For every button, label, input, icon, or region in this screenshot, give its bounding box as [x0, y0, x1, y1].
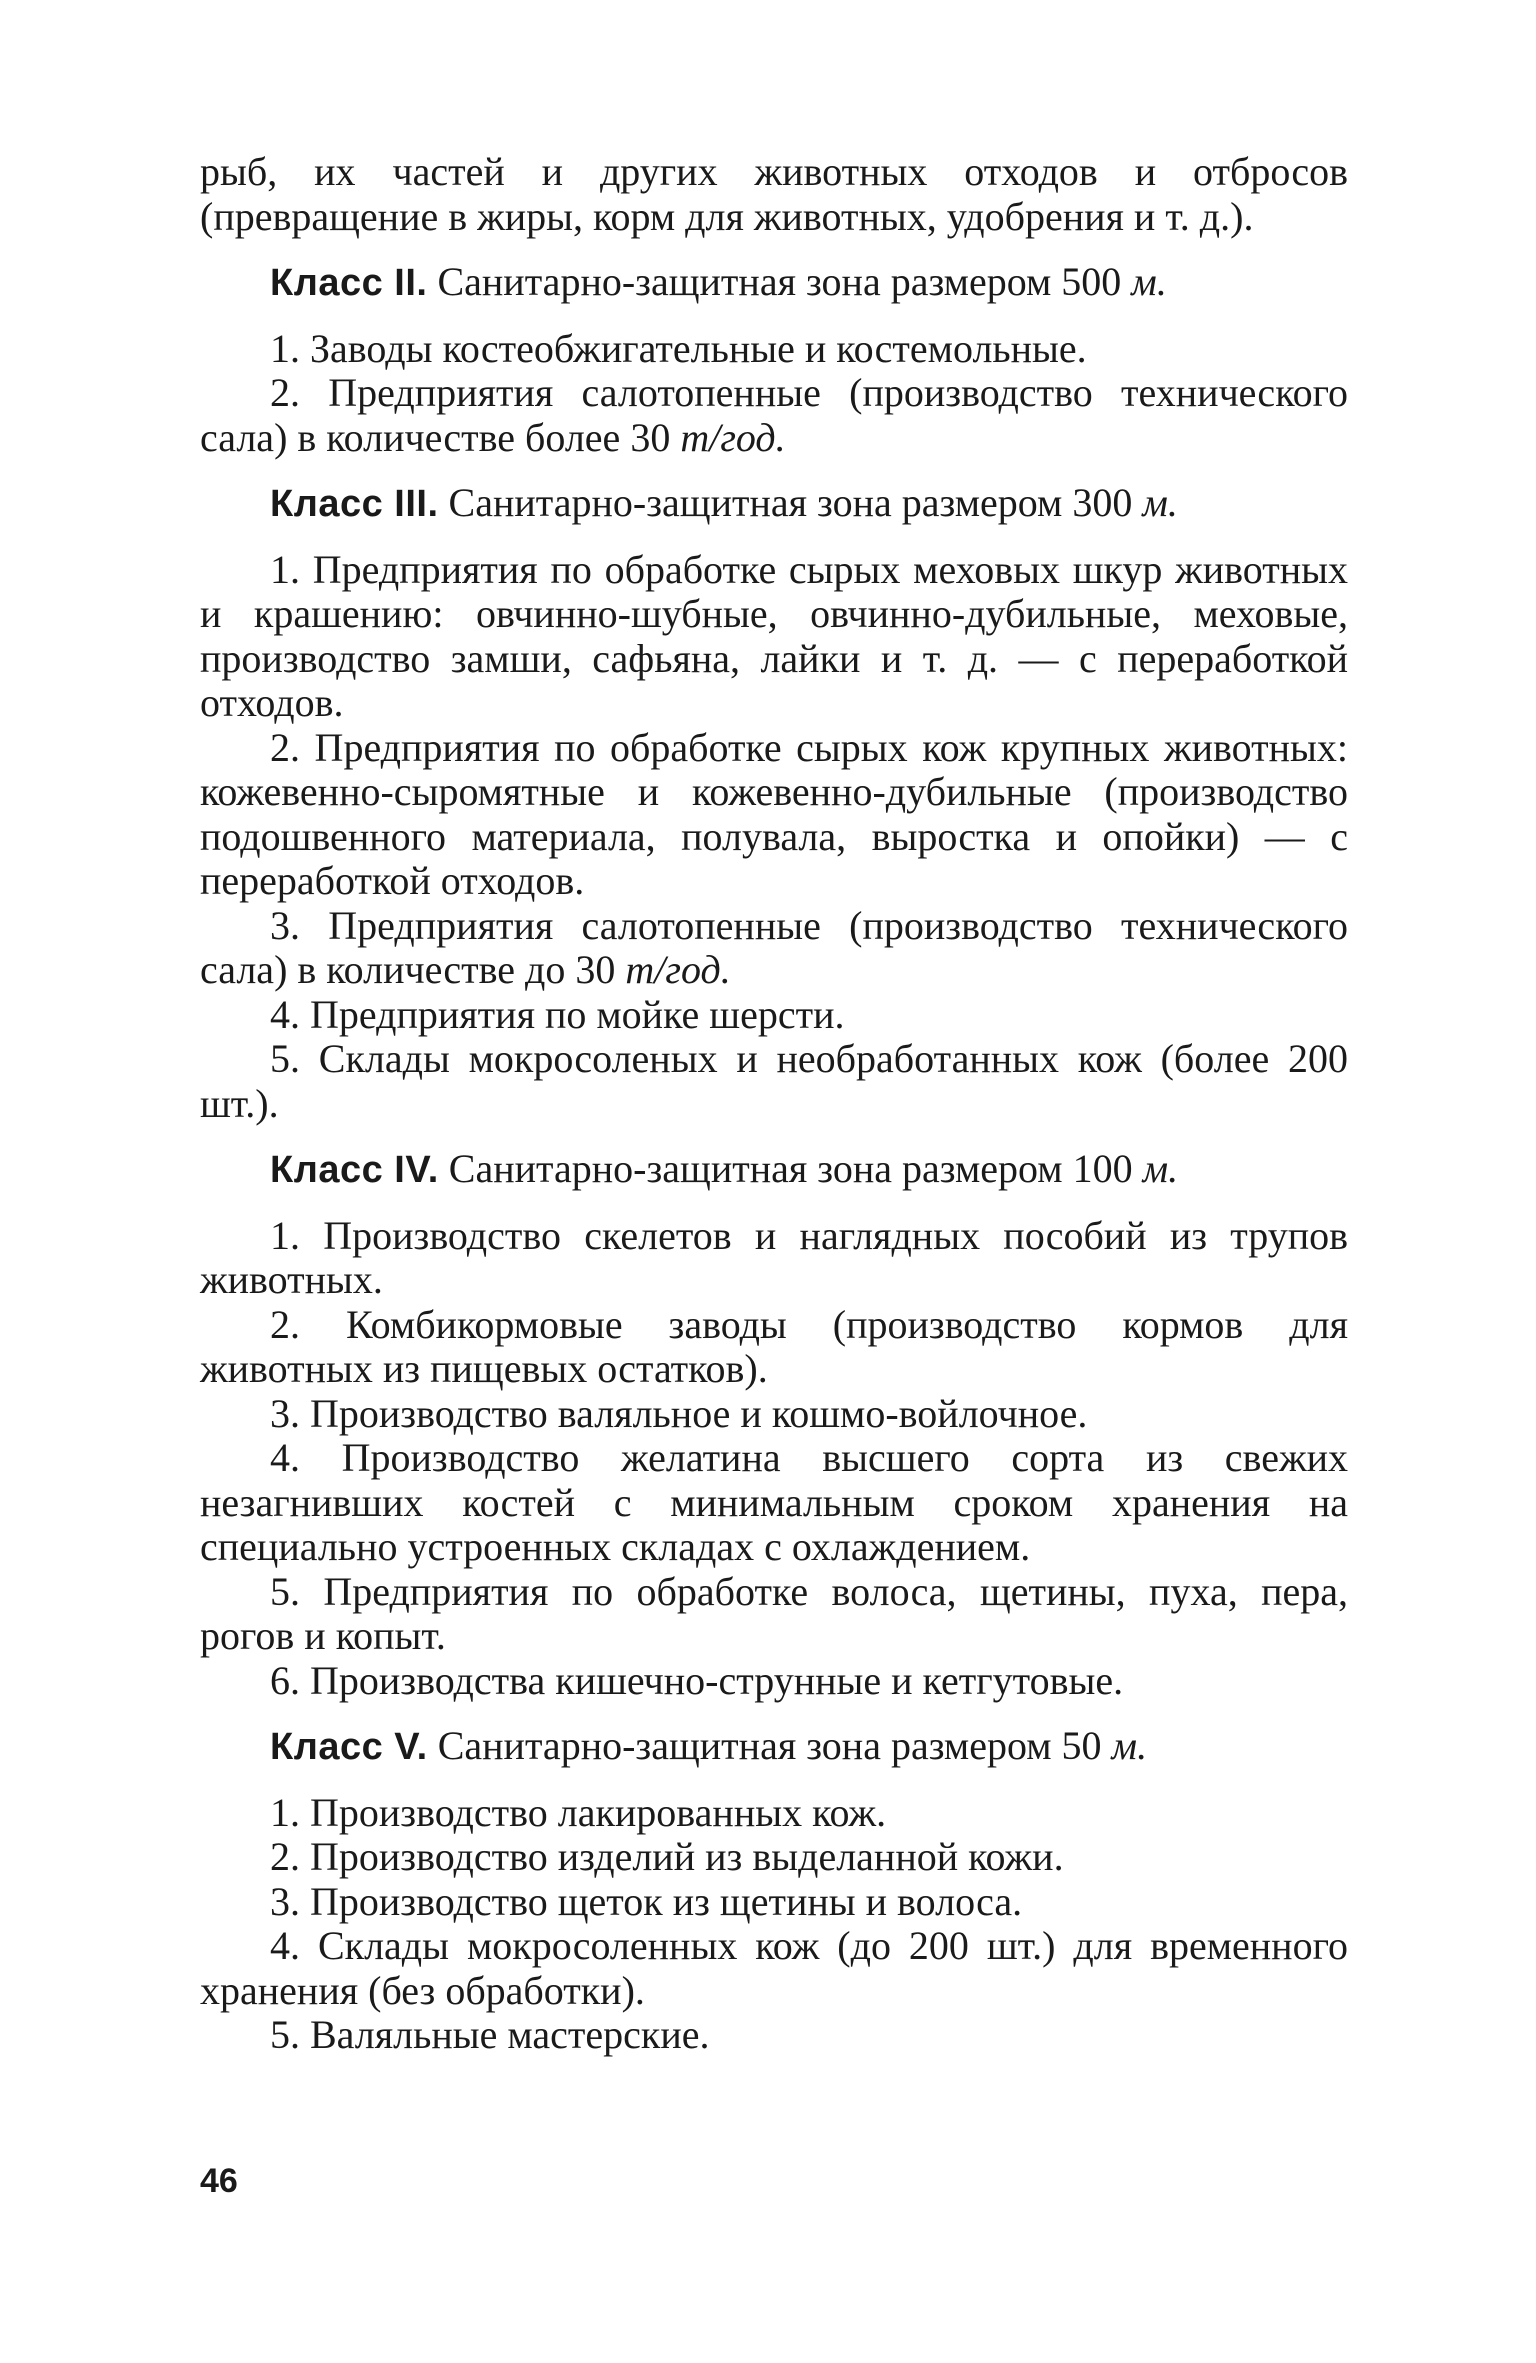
class-4-item-4: 4. Производство желатина высшего сорта из свежих незагнивших костей с минимальным сроком хранения на специально устроенных складах с охлаждением.	[200, 1435, 1348, 1569]
class-4-label: Класс IV.	[270, 1149, 439, 1191]
class-5-heading	[200, 1724, 1348, 1770]
class-3-item-1: 1. Предприятия по обработке сырых меховых шкур животных и крашению: овчинно-шубные, овчинно-дубильные, меховые, производство замши, сафьяна, лайки и т. д. — с переработкой отходов.	[200, 546, 1348, 725]
class-4-item-1: 1. Производство скелетов и наглядных пособий из трупов животных.	[200, 1212, 1348, 1302]
class-2-label: Класс II.	[270, 262, 428, 304]
class-4-item-2: 2. Комбикормовые заводы (производство кормов для животных из пищевых остатков).	[200, 1301, 1348, 1391]
class-3-unit: м.	[1142, 480, 1178, 525]
class-5-item-2: 2. Производство изделий из выделанной кожи.	[270, 1834, 1064, 1879]
class-4-item-3: 3. Производство валяльное и кошмо-войлочное.	[270, 1390, 1088, 1436]
class-3-item-4: 4. Предприятия по мойке шерсти.	[270, 991, 845, 1037]
page-number: 46	[200, 2162, 238, 2200]
class-3-item-5: 5. Склады мокросоленых и необработанных кож (более 200 шт.).	[200, 1036, 1348, 1126]
class-3-label: Класс III.	[270, 483, 439, 525]
class-3-item-3-unit: т/год.	[625, 947, 731, 992]
class-2-text: Санитарно-защитная зона размером 500	[427, 259, 1132, 304]
class-4-text: Санитарно-защитная зона размером 100	[438, 1146, 1143, 1191]
class-5-item-1: 1. Производство лакированных кож.	[270, 1789, 887, 1835]
class-5-item-4: 4. Склады мокросоленных кож (до 200 шт.) для временного хранения (без обработки).	[200, 1923, 1348, 2013]
class-5-item-3: 3. Производство щеток из щетины и волоса.	[270, 1878, 1023, 1924]
class-4-unit: м.	[1142, 1146, 1179, 1191]
class-4-item-5: 5. Предприятия по обработке волоса, щетины, пуха, пера, рогов и копыт.	[200, 1568, 1348, 1658]
class-4-heading	[200, 1147, 1348, 1193]
page-body	[200, 150, 1348, 2058]
class-2-heading	[200, 260, 1348, 306]
intro-paragraph: рыб, их частей и других животных отходов и отбросов (превращение в жиры, корм для животных, удобрения и т. д.).	[200, 149, 1348, 239]
class-3-item-2: 2. Предприятия по обработке сырых кож крупных животных: кожевенно-сыромятные и кожевенно-дубильные (производство подошвенного материала, полувала, выростка и опойки) — с переработкой отходов.	[200, 724, 1348, 903]
class-2-unit: м.	[1131, 259, 1167, 304]
class-4-item-6: 6. Производства кишечно-струнные и кетгутовые.	[270, 1657, 1124, 1703]
class-2-item-2-text: 2. Предприятия салотопенные (производство технического сала) в количестве более 30	[200, 370, 1348, 460]
class-3-text: Санитарно-защитная зона размером 300	[438, 480, 1143, 525]
class-2-item-2	[200, 371, 1348, 460]
class-5-item-5: 5. Валяльные мастерские.	[270, 2012, 710, 2057]
class-5-text: Санитарно-защитная зона размером 50	[427, 1723, 1112, 1768]
class-5-label: Класс V.	[270, 1726, 428, 1768]
class-3-item-3	[200, 904, 1348, 993]
class-2-item-1: 1. Заводы костеобжигательные и костемольные.	[270, 325, 1087, 371]
class-3-item-3-text: 3. Предприятия салотопенные (производство технического сала) в количестве до 30	[200, 902, 1348, 992]
class-5-unit: м.	[1111, 1723, 1148, 1768]
class-3-heading	[200, 481, 1348, 527]
class-2-item-2-unit: т/год.	[680, 414, 786, 460]
